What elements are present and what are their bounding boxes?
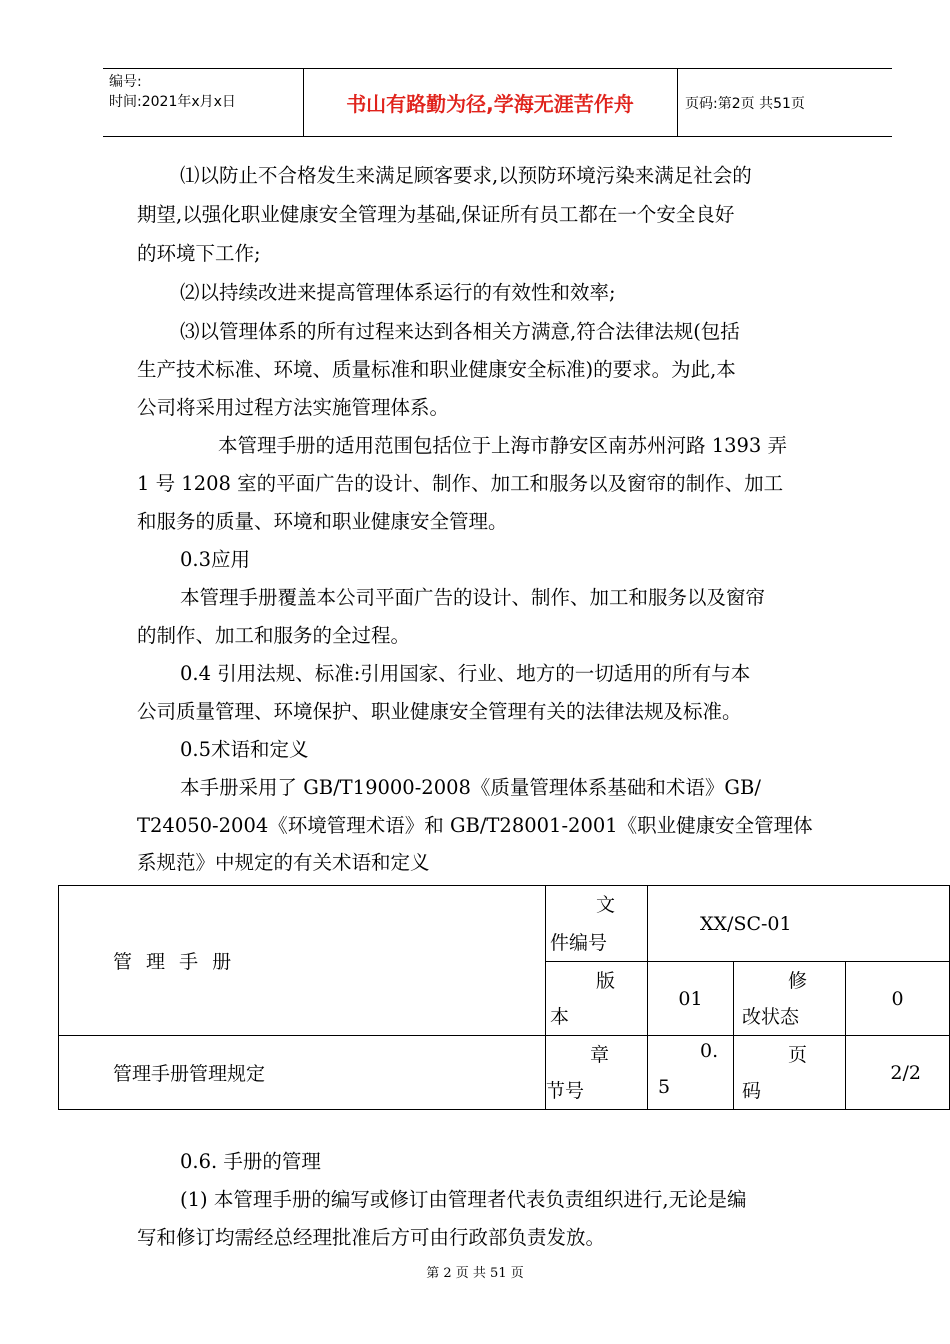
revision-label-2: 改状态 (742, 1006, 800, 1028)
date-label: 时间:2021年x月x日 (109, 94, 236, 110)
section-heading: 0.3应用 (180, 548, 251, 571)
revision-label-cell (734, 962, 846, 1036)
doc-no-label-2: 件编号 (550, 932, 608, 954)
manual-subtitle-cell (59, 1036, 546, 1110)
manual-title: 管 理 手 册 (113, 951, 236, 973)
revision-label-1: 修 (788, 970, 808, 992)
body-line: 公司将采用过程方法实施管理体系。 (137, 396, 450, 419)
section-value-2: 5 (658, 1076, 671, 1098)
page-footer: 第 2 页 共 51 页 (426, 1266, 524, 1281)
doc-no-label-1: 文 (596, 894, 616, 916)
serial-label: 编号: (109, 74, 142, 90)
body-line: ⑴以防止不合格发生来满足顾客要求,以预防环境污染来满足社会的 (180, 164, 752, 187)
page-value: 2/2 (890, 1061, 921, 1084)
manual-title-cell (59, 886, 546, 1036)
body-line: (1) 本管理手册的编写或修订由管理者代表负责组织进行,无论是编 (180, 1188, 747, 1211)
body-line: 的制作、加工和服务的全过程。 (137, 624, 411, 647)
revision-value: 0 (891, 987, 904, 1010)
page-header (103, 68, 892, 137)
header-motto: 书山有路勤为径,学海无涯苦作舟 (303, 69, 678, 136)
body-line: 系规范》中规定的有关术语和定义 (137, 851, 430, 874)
section-label-cell (546, 1036, 648, 1110)
section-value-1: 0. (700, 1040, 719, 1062)
section-heading: 0.6. 手册的管理 (180, 1150, 321, 1173)
section-label-2: 节号 (546, 1080, 585, 1102)
body-line: 生产技术标准、环境、质量标准和职业健康安全标准)的要求。为此,本 (137, 358, 736, 381)
version-label-1: 版 (596, 970, 616, 992)
header-meta-cell (103, 69, 304, 136)
doc-no-value-cell (648, 886, 950, 962)
version-value-cell (648, 962, 734, 1036)
page-label-cell (734, 1036, 846, 1110)
body-line: 写和修订均需经总经理批准后方可由行政部负责发放。 (137, 1226, 606, 1249)
body-line: ⑵以持续改进来提高管理体系运行的有效性和效率; (180, 281, 616, 304)
body-line: T24050-2004《环境管理术语》和 GB/T28001-2001《职业健康安全管理体 (137, 814, 813, 837)
body-line: 的环境下工作; (137, 242, 261, 265)
body-line: 本管理手册的适用范围包括位于上海市静安区南苏州河路 1393 弄 (218, 434, 788, 457)
version-label-2: 本 (550, 1006, 570, 1028)
body-line: ⑶以管理体系的所有过程来达到各相关方满意,符合法律法规(包括 (180, 320, 740, 343)
revision-value-cell (846, 962, 950, 1036)
body-line: 本手册采用了 GB/T19000-2008《质量管理体系基础和术语》GB/ (180, 776, 761, 799)
body-line: 本管理手册覆盖本公司平面广告的设计、制作、加工和服务以及窗帘 (180, 586, 766, 609)
page-label-1: 页 (788, 1044, 808, 1066)
body-line: 和服务的质量、环境和职业健康安全管理。 (137, 510, 508, 533)
body-line: 1 号 1208 室的平面广告的设计、制作、加工和服务以及窗帘的制作、加工 (137, 472, 784, 495)
body-line: 公司质量管理、环境保护、职业健康安全管理有关的法律法规及标准。 (137, 700, 742, 723)
body-line: 期望,以强化职业健康安全管理为基础,保证所有员工都在一个安全良好 (137, 203, 735, 226)
version-label-cell (546, 962, 648, 1036)
section-heading: 0.5术语和定义 (180, 738, 309, 761)
section-label-1: 章 (590, 1044, 610, 1066)
doc-no-label-cell (546, 886, 648, 962)
body-line: 0.4 引用法规、标准:引用国家、行业、地方的一切适用的所有与本 (180, 662, 751, 685)
section-value-cell (648, 1036, 734, 1110)
document-control-table (58, 885, 950, 1110)
version-value: 01 (678, 987, 703, 1010)
page-label-2: 码 (742, 1080, 762, 1102)
page-value-cell (846, 1036, 950, 1110)
header-page-label: 页码:第2页 共51页 (685, 96, 805, 112)
manual-subtitle: 管理手册管理规定 (113, 1063, 266, 1085)
doc-no-value: XX/SC-01 (700, 912, 792, 935)
